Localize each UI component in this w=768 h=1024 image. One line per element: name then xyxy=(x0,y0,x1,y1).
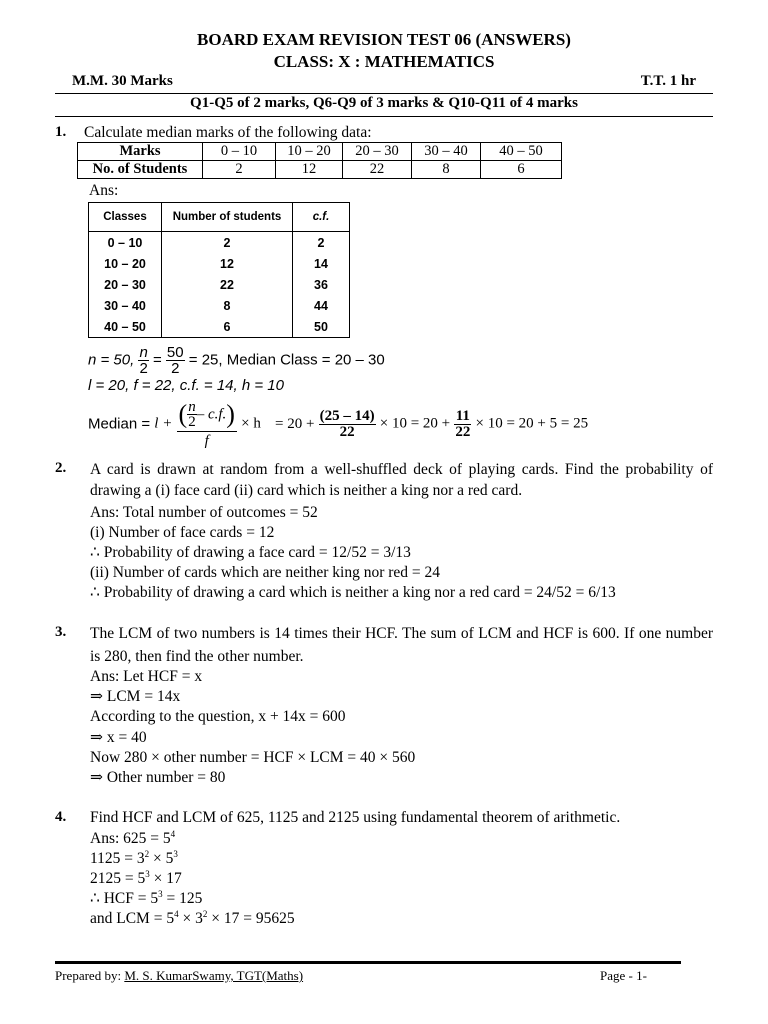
marks-scheme: Q1-Q5 of 2 marks, Q6-Q9 of 3 marks & Q10-Q11 of 4 marks xyxy=(190,95,578,111)
table-row xyxy=(89,232,350,254)
author-name: M. S. KumarSwamy, TGT(Maths) xyxy=(124,968,304,983)
table-header-cell: Number of students xyxy=(162,203,293,232)
table-cell: 30 – 40 xyxy=(412,143,481,161)
question-text: Calculate median marks of the following data: xyxy=(84,124,372,141)
answer-line: According to the question, x + 14x = 600 xyxy=(90,708,346,725)
step-text: = xyxy=(152,351,162,369)
step-text: × h xyxy=(241,415,261,432)
median-step-2: l = 20, f = 22, c.f. = 14, h = 10 xyxy=(88,377,284,394)
class-subtitle: CLASS: X : MATHEMATICS xyxy=(273,52,495,71)
table-cell: 0 – 10 xyxy=(203,143,276,161)
answer-line: ∴ HCF = $5^3 = 125$ xyxy=(90,889,203,907)
question-number: 3. xyxy=(55,624,67,640)
answer-line: $1125 = 3^2 \times 5^3$ xyxy=(90,849,178,867)
fraction-denominator: f xyxy=(204,433,209,449)
table-cell: 12 xyxy=(162,253,293,274)
table-cell: 8 xyxy=(412,161,481,179)
marks-data-table xyxy=(77,142,562,179)
table-cell: 6 xyxy=(481,161,562,179)
fraction-numerator xyxy=(177,398,237,432)
answer-line: ⇒ LCM = 14x xyxy=(90,688,181,705)
step-text: Median = xyxy=(88,415,151,433)
answer-line: $2125 = 5^3 \times 17$ xyxy=(90,869,182,887)
table-cell: 20 – 30 xyxy=(89,274,162,295)
header-rule-top xyxy=(55,93,713,94)
paren-right: ) xyxy=(226,399,235,429)
median-formula xyxy=(88,398,588,456)
answer-line: ⇒ Other number = 80 xyxy=(90,769,226,786)
step-text: = 25, Median Class = 20 – 30 xyxy=(188,351,385,369)
table-cell: 8 xyxy=(162,295,293,316)
answer-line: ⇒ x = 40 xyxy=(90,729,147,746)
fraction-numerator: n xyxy=(139,344,148,361)
max-marks: M.M. 30 Marks xyxy=(72,73,173,89)
fraction-numerator: 11 xyxy=(455,407,470,424)
fraction-denominator: 22 xyxy=(455,423,471,440)
step-text: × 10 = 20 + 5 = 25 xyxy=(475,415,589,432)
answer-line: Now 280 × other number = HCF × LCM = 40 × 560 xyxy=(90,749,416,766)
header-rule-bottom xyxy=(55,116,713,117)
question-text: A card is drawn at random from a well-shuffled deck of playing cards. Find the probability of drawing a (i) face card (ii) card which is neither a king nor a red card. xyxy=(90,461,713,499)
question-text: Find HCF and LCM of 625, 1125 and 2125 using fundamental theorem of arithmetic. xyxy=(90,809,621,826)
footer-credit xyxy=(55,968,303,984)
step-text: l + xyxy=(154,415,173,432)
answer-line: (i) Number of face cards = 12 xyxy=(90,524,275,541)
table-cell: 14 xyxy=(314,256,328,271)
answer-line: Ans: $625 = 5^4$ xyxy=(90,829,176,847)
fraction-numerator: n xyxy=(188,399,196,415)
table-cell: Marks xyxy=(78,143,203,161)
page-number: Page - 1- xyxy=(600,968,647,983)
footer-rule xyxy=(55,961,681,964)
table-row xyxy=(89,274,350,295)
question-number: 1. xyxy=(55,124,67,140)
table-cell: 22 xyxy=(343,161,412,179)
answer-line: ∴ Probability of drawing a face card = 12/52 = 3/13 xyxy=(90,544,411,561)
table-cell: 10 – 20 xyxy=(276,143,343,161)
step-text: = 20 + xyxy=(275,415,315,432)
median-step-1 xyxy=(88,345,385,376)
fraction-denominator: 22 xyxy=(339,423,355,440)
step-text: – c.f. xyxy=(196,406,227,423)
fraction xyxy=(138,345,148,376)
table-cell: 22 xyxy=(162,274,293,295)
time-allowed: T.T. 1 hr xyxy=(640,73,696,89)
fraction xyxy=(454,409,471,440)
page-title: BOARD EXAM REVISION TEST 06 (ANSWERS) xyxy=(197,30,571,49)
fraction xyxy=(187,400,197,429)
table-cell: 2 xyxy=(317,235,325,250)
answer-line: Ans: Let HCF = x xyxy=(90,668,203,685)
table-cell: 30 – 40 xyxy=(89,295,162,316)
table-cell: 36 xyxy=(314,277,328,292)
table-cell: No. of Students xyxy=(78,161,203,179)
table-header-cell: c.f. xyxy=(293,203,350,232)
question-number: 4. xyxy=(55,809,67,825)
table-row xyxy=(89,253,350,274)
table-cell: 44 xyxy=(314,298,328,313)
question-text: The LCM of two numbers is 14 times their HCF. The sum of LCM and HCF is 600. If one number is 280, then find the other number. xyxy=(90,625,713,665)
table-cell: 10 – 20 xyxy=(89,253,162,274)
table-row xyxy=(89,203,350,232)
table-row xyxy=(89,295,350,316)
paren-left: ( xyxy=(178,399,188,429)
table-cell: 40 – 50 xyxy=(481,143,562,161)
answer-table xyxy=(88,202,350,338)
table-row xyxy=(78,143,562,161)
table-cell: 2 xyxy=(162,232,293,254)
answer-line: ∴ Probability of drawing a card which is neither a king nor a red card = 24/52 = 6/13 xyxy=(90,584,616,601)
fraction-denominator: 2 xyxy=(171,360,180,377)
table-cell: 2 xyxy=(203,161,276,179)
table-row xyxy=(78,161,562,179)
fraction-denominator: 2 xyxy=(139,360,148,377)
table-cell: 0 – 10 xyxy=(89,232,162,254)
fraction-numerator: 50 xyxy=(166,344,184,361)
fraction-denominator: 2 xyxy=(188,414,196,430)
step-text: × 10 = 20 + xyxy=(379,415,451,432)
table-cell: 20 – 30 xyxy=(343,143,412,161)
table-cell: 40 – 50 xyxy=(89,316,162,338)
table-row xyxy=(89,316,350,338)
answer-line: Ans: Total number of outcomes = 52 xyxy=(90,504,318,521)
fraction-numerator: (25 – 14) xyxy=(319,407,375,424)
step-text: n = 50, xyxy=(88,351,135,369)
table-header-cell: Classes xyxy=(89,203,162,232)
question-number: 2. xyxy=(55,460,67,476)
fraction xyxy=(177,398,237,450)
answer-line: (ii) Number of cards which are neither king nor red = 24 xyxy=(90,564,441,581)
answer-label: Ans: xyxy=(89,182,119,199)
prepared-label: Prepared by: xyxy=(55,968,122,983)
answer-line: and LCM = $5^4 \times 3^2 \times 17 = 95625$ xyxy=(90,909,295,927)
table-cell: 12 xyxy=(276,161,343,179)
table-cell: 50 xyxy=(314,319,328,334)
fraction xyxy=(319,409,376,440)
fraction xyxy=(166,345,185,376)
table-cell: 6 xyxy=(162,316,293,338)
